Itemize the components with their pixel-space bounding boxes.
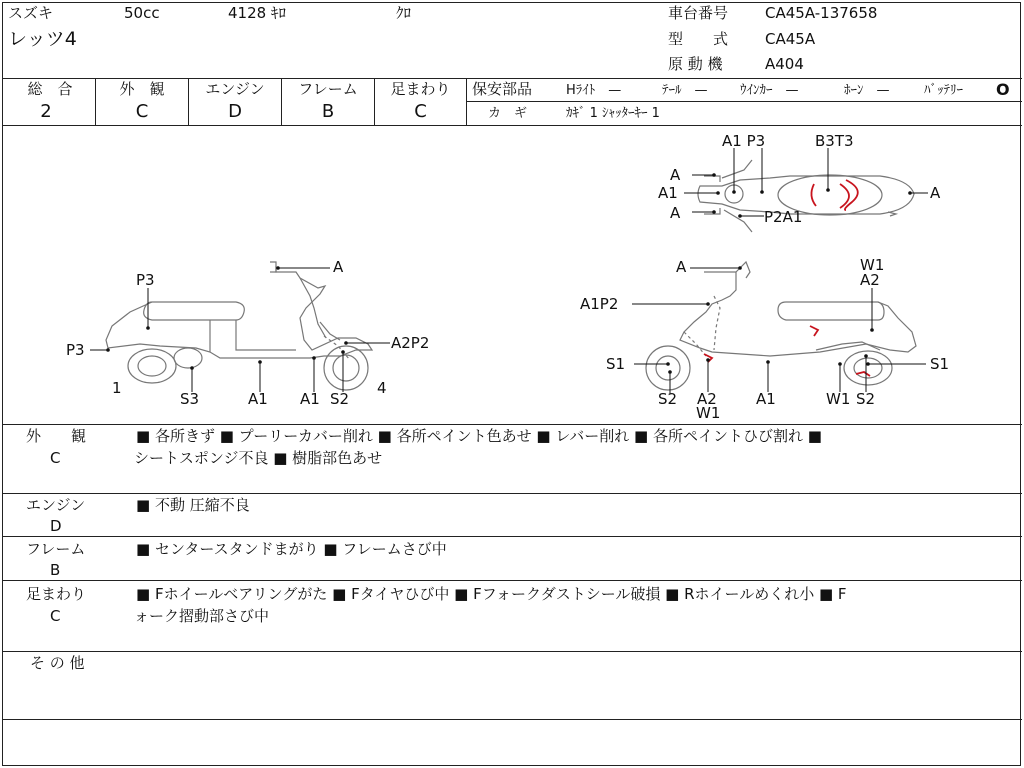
remark-exterior-grade: C [50,449,61,467]
top-view [698,160,914,232]
color: ｸﾛ [396,4,412,22]
frame-no-label: 車台番号 [668,4,729,22]
displacement: 50cc [124,4,160,22]
safety-headlight: Hﾗｲﾄ — [566,83,622,98]
left-label-a: A [333,258,344,276]
left-label-a1-a: A1 [248,390,268,408]
key-label: カ ギ [488,106,528,121]
right-label-a: A [676,258,687,276]
maker: スズキ [8,4,54,22]
right-label-s1-left: S1 [606,355,626,373]
right-label-a2-under: A2 [697,390,717,408]
right-label-a1p2: A1P2 [580,295,619,313]
remark-exterior-label: 外 観 [26,427,87,445]
engine-grade-label: エンジン [205,80,265,98]
remark-susp-label: 足まわり [26,585,87,603]
mileage: 4128 ｷﾛ [228,4,286,22]
safety-battery: ﾊﾞｯﾃﾘｰ [924,83,963,98]
rule-diagram-bottom [2,424,1022,425]
scooter-diagram [0,126,1024,424]
rule-safety-split [466,101,1022,102]
left-label-4: 4 [377,379,387,397]
frame-grade-value: B [321,101,335,122]
remark-other-label: そ の 他 [30,654,85,672]
suspension-grade-label: 足まわり [390,80,451,98]
rule-remarks-2 [2,536,1022,537]
rule-remarks-5 [2,719,1022,720]
top-label-a-top: A [670,166,681,184]
suspension-grade-value: C [414,101,427,122]
right-label-w1: W1 [860,256,885,274]
remark-susp-line2: ォーク摺動部さび中 [134,607,270,625]
right-label-s2-right: S2 [856,390,876,408]
remark-exterior-line2: シートスポンジ不良 ■ 樹脂部色あせ [134,449,383,467]
exterior-value: C [135,101,149,122]
top-label-p2a1: P2A1 [764,208,803,226]
frame-no-value: CA45A-137658 [765,4,878,22]
top-label-b3t3: B3T3 [815,132,854,150]
rule-remarks-1 [2,493,1022,494]
safety-label: 保安部品 [472,80,533,98]
remark-frame-line1: ■ センタースタンドまがり ■ フレームさび中 [136,540,447,558]
left-label-a1-b: A1 [300,390,320,408]
col-div-5 [466,78,467,125]
engine-value: A404 [765,55,804,73]
battery-ok-mark: O [996,80,1010,99]
overall-value: 2 [40,101,52,122]
frame-grade-label: フレーム [298,80,358,98]
right-label-a2: A2 [860,271,880,289]
remark-susp-grade: C [50,607,61,625]
right-label-w1-under: W1 [696,404,721,422]
left-label-s2: S2 [330,390,350,408]
right-label-w1-bottom: W1 [826,390,851,408]
remark-frame-label: フレーム [26,540,86,558]
model-code-label: 型 式 [668,30,729,48]
right-label-a1: A1 [756,390,776,408]
remark-frame-grade: B [50,561,61,579]
remark-susp-line1: ■ Fホイールベアリングがた ■ Fタイヤひび中 ■ Fフォークダストシール破損 ■ Rホイールめくれ小 ■ F [136,585,847,603]
engine-label: 原 動 機 [668,55,723,73]
engine-grade-value: D [228,101,242,122]
safety-winker: ｳｲﾝｶｰ — [740,83,799,98]
top-label-a1p3: A1 P3 [722,132,766,150]
safety-horn: ﾎｰﾝ — [844,83,890,98]
top-label-a-bottom: A [670,204,681,222]
model-name: レッツ4 [8,28,77,50]
key-value: ｶｷﾞ 1 ｼｬｯﾀｰｷｰ 1 [566,106,660,121]
remark-engine-line1: ■ 不動 圧縮不良 [136,496,250,514]
remark-engine-grade: D [50,517,62,535]
rule-remarks-3 [2,580,1022,581]
overall-label: 総 合 [27,80,73,98]
left-label-s3: S3 [180,390,200,408]
rule-remarks-4 [2,651,1022,652]
left-label-p3-seat: P3 [136,271,155,289]
safety-tail: ﾃｰﾙ — [662,83,708,98]
remark-engine-label: エンジン [26,496,86,514]
exterior-label: 外 観 [119,80,165,98]
left-label-a2p2: A2P2 [391,334,430,352]
top-label-a-right: A [930,184,941,202]
right-label-s2-left: S2 [658,390,678,408]
right-label-s1-right: S1 [930,355,950,373]
model-code-value: CA45A [765,30,816,48]
rule-header-bottom [2,78,1022,79]
left-label-p3-rear: P3 [66,341,85,359]
remark-exterior-line1: ■ 各所きず ■ プーリーカバー削れ ■ 各所ペイント色あせ ■ レバー削れ ■ 各所ペイントひび割れ ■ [136,427,822,445]
top-label-a1: A1 [658,184,678,202]
left-label-1: 1 [112,379,122,397]
